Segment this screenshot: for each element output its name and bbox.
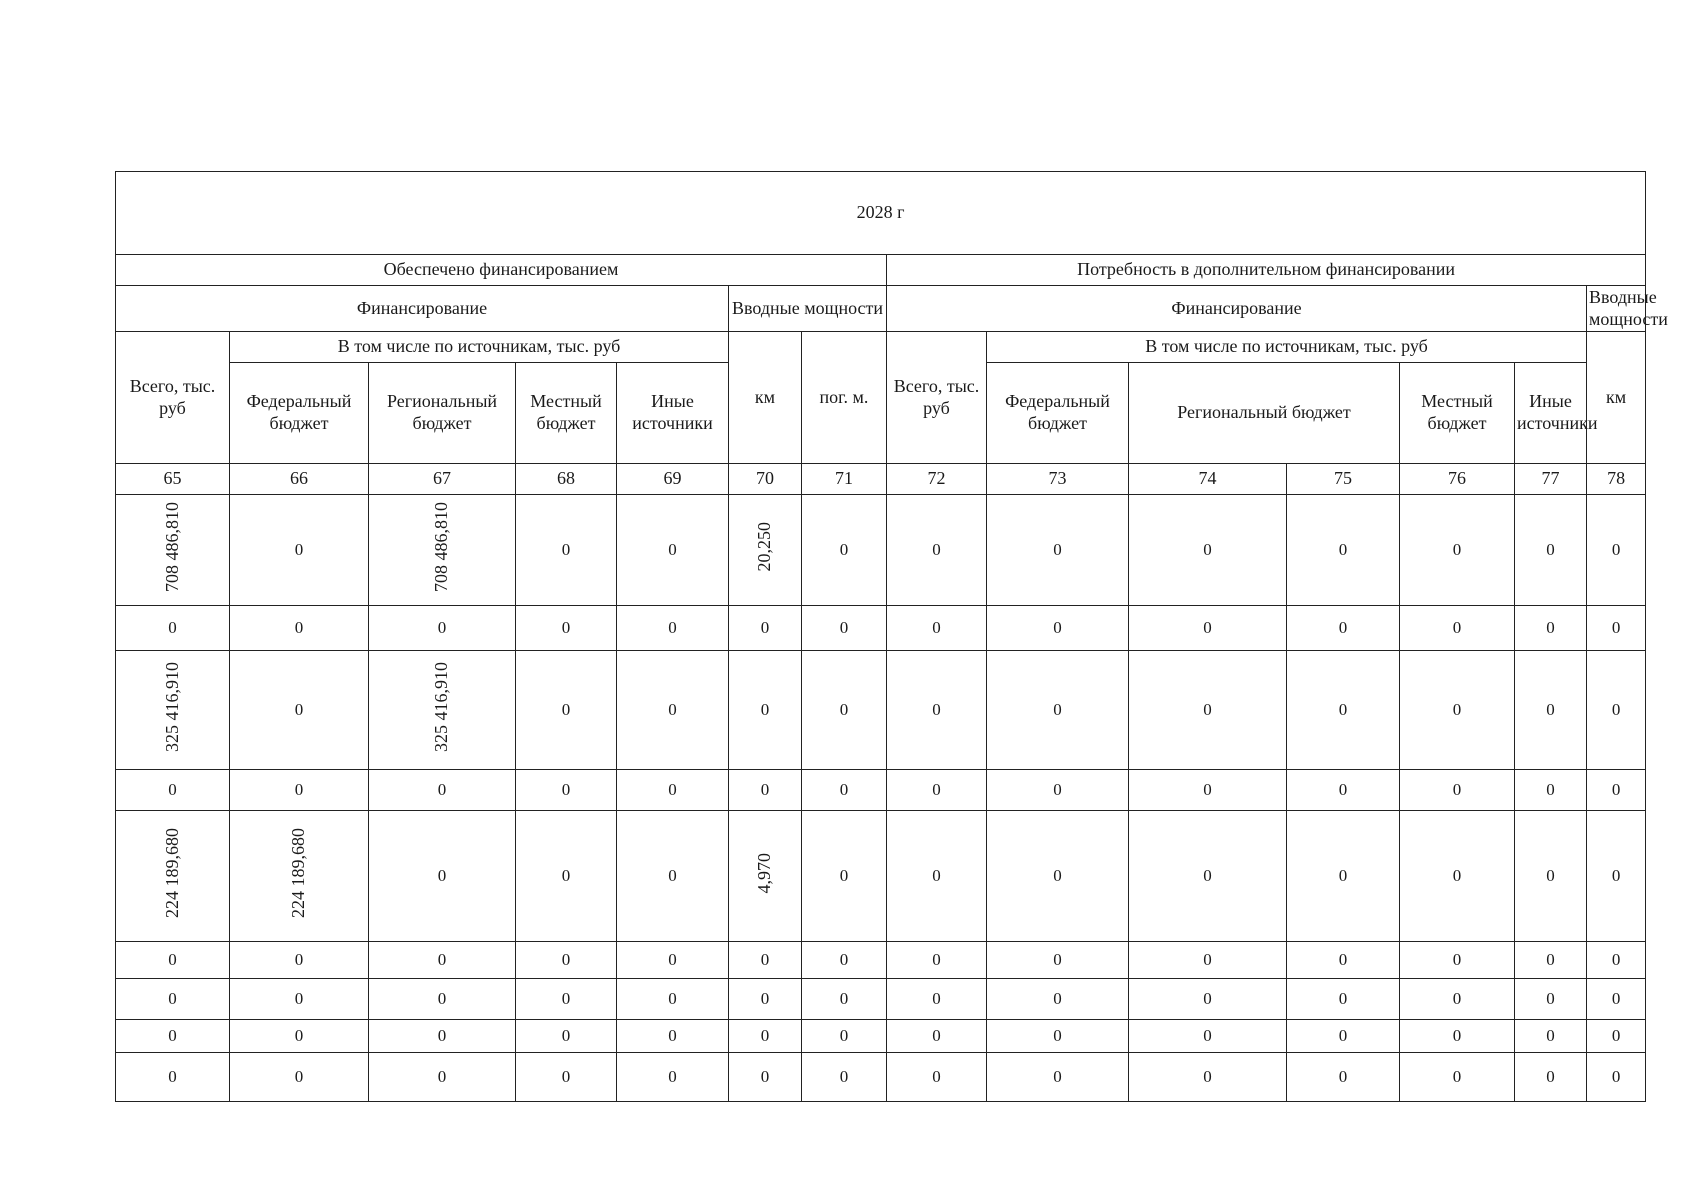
table-cell: [230, 979, 369, 1020]
table-cell: [1515, 979, 1587, 1020]
cell-value: 0: [839, 1026, 849, 1046]
cell-value: 0: [1338, 1067, 1348, 1087]
cell-value: 0: [1611, 1067, 1621, 1087]
table-cell: [516, 495, 617, 606]
cell-value: 0: [561, 540, 571, 560]
table-cell: [617, 942, 729, 979]
cell-value: 0: [1452, 540, 1462, 560]
secured-regional-header: Региональный бюджет: [369, 363, 516, 464]
table-cell: [230, 942, 369, 979]
cell-value: 0: [668, 700, 677, 720]
group-secured-header: Обеспечено финансированием: [116, 255, 887, 286]
cell-value: 0: [1611, 700, 1621, 720]
table-cell: [617, 1053, 729, 1102]
column-number-cell: 68: [516, 464, 617, 495]
cell-value: 0: [1611, 950, 1621, 970]
column-number-cell: 74: [1129, 464, 1287, 495]
cell-value: 0: [1611, 540, 1621, 560]
table-cell: [1587, 770, 1646, 811]
cell-value: 0: [437, 618, 447, 638]
cell-value: 0: [561, 950, 571, 970]
cell-value: 0: [561, 700, 571, 720]
table-cell: [516, 651, 617, 770]
table-cell: [116, 651, 230, 770]
column-number-cell: 70: [729, 464, 802, 495]
cell-value: 0: [1452, 1067, 1462, 1087]
cell-value: 0: [932, 1067, 941, 1087]
cell-value: 0: [668, 866, 677, 886]
table-cell: [987, 1053, 1129, 1102]
table-cell: [987, 1020, 1129, 1053]
cell-value: 0: [1203, 780, 1212, 800]
table-cell: [1400, 495, 1515, 606]
table-cell: [887, 495, 987, 606]
table-cell: [1515, 606, 1587, 651]
cell-value: 0: [932, 950, 941, 970]
cell-value: 0: [1338, 1026, 1348, 1046]
secured-total-header: Всего, тыс. руб: [116, 332, 230, 464]
table-row: [116, 1020, 1646, 1053]
cell-value: 0: [932, 618, 941, 638]
table-cell: [802, 770, 887, 811]
column-number-cell: 77: [1515, 464, 1587, 495]
cell-value: 0: [760, 618, 770, 638]
table-cell: [1515, 495, 1587, 606]
additional-sources-header: В том числе по источникам, тыс. руб: [987, 332, 1587, 363]
cell-value: 0: [437, 950, 447, 970]
cell-value: 0: [932, 540, 941, 560]
table-cell: [802, 606, 887, 651]
cell-value: 0: [294, 618, 304, 638]
table-cell: [116, 1020, 230, 1053]
table-row: [116, 942, 1646, 979]
table-cell: [617, 811, 729, 942]
table-cell: [1515, 942, 1587, 979]
secured-pm-header: пог. м.: [802, 332, 887, 464]
table-cell: [230, 1020, 369, 1053]
cell-value: 0: [760, 1026, 770, 1046]
secured-sources-header: В том числе по источникам, тыс. руб: [230, 332, 729, 363]
cell-value: 0: [437, 1067, 447, 1087]
secured-capacity-header: Вводные мощности: [729, 286, 887, 332]
table-cell: [729, 606, 802, 651]
table-cell: [230, 651, 369, 770]
table-cell: [802, 495, 887, 606]
cell-value: 0: [839, 1067, 849, 1087]
table-cell: [987, 495, 1129, 606]
table-cell: [116, 495, 230, 606]
table-row: [116, 770, 1646, 811]
table-cell: [369, 651, 516, 770]
table-cell: [230, 606, 369, 651]
cell-value: 0: [1203, 618, 1212, 638]
table-cell: [987, 651, 1129, 770]
table-cell: [1400, 942, 1515, 979]
table-cell: [230, 1053, 369, 1102]
table-cell: [1587, 1053, 1646, 1102]
table-cell: [1129, 1053, 1287, 1102]
table-row: [116, 979, 1646, 1020]
cell-value: 325 416,910: [431, 662, 452, 753]
cell-value: 0: [932, 989, 941, 1009]
table-cell: [987, 979, 1129, 1020]
cell-value: 0: [1611, 780, 1621, 800]
cell-value: 0: [1546, 950, 1555, 970]
group-additional-header: Потребность в дополнительном финансировании: [887, 255, 1646, 286]
secured-local-header: Местный бюджет: [516, 363, 617, 464]
table-cell: [1287, 1020, 1400, 1053]
table-cell: [802, 1053, 887, 1102]
cell-value: 4,970: [754, 852, 775, 894]
table-cell: [516, 979, 617, 1020]
cell-value: 0: [1053, 950, 1062, 970]
column-number-cell: 75: [1287, 464, 1400, 495]
cell-value: 0: [437, 1026, 447, 1046]
table-cell: [1515, 1053, 1587, 1102]
column-number-row: [116, 464, 1646, 495]
cell-value: 0: [294, 700, 304, 720]
table-cell: [887, 979, 987, 1020]
cell-value: 0: [668, 989, 677, 1009]
cell-value: 0: [561, 780, 571, 800]
table-cell: [887, 1053, 987, 1102]
cell-value: 0: [437, 866, 447, 886]
additional-capacity-header: Вводные мощности: [1587, 286, 1646, 332]
table-cell: [1587, 1020, 1646, 1053]
table-cell: [1287, 606, 1400, 651]
table-cell: [987, 811, 1129, 942]
cell-value: 0: [760, 780, 770, 800]
cell-value: 0: [294, 950, 304, 970]
cell-value: 0: [1203, 950, 1212, 970]
table-cell: [1129, 1020, 1287, 1053]
table-cell: [617, 606, 729, 651]
cell-value: 0: [294, 540, 304, 560]
table-cell: [516, 1020, 617, 1053]
column-number-cell: 72: [887, 464, 987, 495]
table-cell: [887, 651, 987, 770]
cell-value: 0: [1452, 989, 1462, 1009]
table-cell: [1287, 979, 1400, 1020]
table-cell: [369, 495, 516, 606]
table-cell: [802, 979, 887, 1020]
table-cell: [617, 770, 729, 811]
cell-value: 0: [839, 780, 849, 800]
cell-value: 0: [1053, 989, 1062, 1009]
cell-value: 0: [168, 1067, 177, 1087]
table-row: [116, 651, 1646, 770]
table-cell: [987, 770, 1129, 811]
cell-value: 0: [1452, 1026, 1462, 1046]
table-cell: [116, 770, 230, 811]
cell-value: 0: [1546, 540, 1555, 560]
cell-value: 0: [561, 618, 571, 638]
table-cell: [1587, 942, 1646, 979]
table-cell: [1287, 942, 1400, 979]
cell-value: 0: [839, 989, 849, 1009]
cell-value: 0: [1546, 780, 1555, 800]
cell-value: 0: [932, 700, 941, 720]
table-cell: [1587, 811, 1646, 942]
table-cell: [729, 651, 802, 770]
cell-value: 0: [1338, 618, 1348, 638]
cell-value: 0: [561, 1026, 571, 1046]
table-cell: [1400, 1020, 1515, 1053]
table-cell: [116, 942, 230, 979]
table-cell: [369, 942, 516, 979]
table-cell: [729, 811, 802, 942]
cell-value: 0: [1338, 950, 1348, 970]
table-cell: [729, 495, 802, 606]
cell-value: 708 486,810: [431, 502, 452, 593]
cell-value: 0: [932, 1026, 941, 1046]
cell-value: 0: [437, 780, 447, 800]
cell-value: 0: [760, 700, 770, 720]
column-number-cell: 66: [230, 464, 369, 495]
table-cell: [1129, 651, 1287, 770]
cell-value: 224 189,680: [161, 828, 182, 919]
table-cell: [729, 942, 802, 979]
table-cell: [1287, 770, 1400, 811]
cell-value: 0: [668, 540, 677, 560]
cell-value: 0: [294, 1026, 304, 1046]
table-cell: [1129, 495, 1287, 606]
table-title: 2028 г: [116, 172, 1646, 255]
cell-value: 0: [437, 989, 447, 1009]
column-number-cell: 69: [617, 464, 729, 495]
table-cell: [1515, 651, 1587, 770]
table-cell: [1587, 495, 1646, 606]
cell-value: 0: [1203, 989, 1212, 1009]
additional-other-header: Иные источники: [1515, 363, 1587, 464]
cell-value: 0: [1053, 618, 1062, 638]
cell-value: 0: [168, 1026, 177, 1046]
table-cell: [729, 979, 802, 1020]
table-cell: [802, 942, 887, 979]
cell-value: 0: [1546, 618, 1555, 638]
cell-value: 0: [1452, 950, 1462, 970]
cell-value: 0: [760, 1067, 770, 1087]
table-cell: [987, 606, 1129, 651]
cell-value: 0: [932, 780, 941, 800]
table-cell: [1587, 651, 1646, 770]
table-cell: [987, 942, 1129, 979]
table-cell: [369, 606, 516, 651]
secured-federal-header: Федеральный бюджет: [230, 363, 369, 464]
cell-value: 0: [168, 780, 177, 800]
cell-value: 0: [1546, 1067, 1555, 1087]
table-cell: [1129, 811, 1287, 942]
table-cell: [1129, 770, 1287, 811]
table-cell: [617, 495, 729, 606]
cell-value: 224 189,680: [288, 828, 309, 919]
cell-value: 0: [1053, 780, 1062, 800]
table-cell: [516, 770, 617, 811]
table-cell: [1515, 811, 1587, 942]
cell-value: 708 486,810: [161, 502, 182, 593]
table-cell: [516, 1053, 617, 1102]
table-cell: [1287, 811, 1400, 942]
cell-value: 0: [1611, 618, 1621, 638]
cell-value: 0: [1452, 700, 1462, 720]
cell-value: 0: [1053, 540, 1062, 560]
secured-other-header: Иные источники: [617, 363, 729, 464]
table-cell: [369, 770, 516, 811]
cell-value: 0: [1452, 780, 1462, 800]
cell-value: 0: [668, 950, 677, 970]
table-cell: [516, 811, 617, 942]
table-cell: [729, 1020, 802, 1053]
cell-value: 0: [294, 780, 304, 800]
cell-value: 0: [1338, 989, 1348, 1009]
cell-value: 0: [1053, 700, 1062, 720]
table-cell: [1287, 495, 1400, 606]
additional-financing-header: Финансирование: [887, 286, 1587, 332]
table-cell: [116, 1053, 230, 1102]
table-cell: [1129, 606, 1287, 651]
cell-value: 0: [1611, 866, 1621, 886]
table-cell: [1515, 1020, 1587, 1053]
table-cell: [1400, 651, 1515, 770]
cell-value: 0: [168, 989, 177, 1009]
table-cell: [116, 606, 230, 651]
cell-value: 0: [1546, 866, 1555, 886]
table-cell: [729, 770, 802, 811]
table-cell: [1287, 1053, 1400, 1102]
cell-value: 0: [760, 950, 770, 970]
cell-value: 0: [1053, 866, 1062, 886]
table-cell: [230, 770, 369, 811]
secured-km-header: км: [729, 332, 802, 464]
table-cell: [369, 1053, 516, 1102]
table-cell: [887, 606, 987, 651]
cell-value: 0: [1338, 866, 1348, 886]
additional-local-header: Местный бюджет: [1400, 363, 1515, 464]
cell-value: 0: [1546, 700, 1555, 720]
column-number-cell: 67: [369, 464, 516, 495]
table-cell: [887, 811, 987, 942]
cell-value: 0: [1053, 1067, 1062, 1087]
cell-value: 0: [1338, 700, 1348, 720]
cell-value: 0: [561, 989, 571, 1009]
table-cell: [1400, 811, 1515, 942]
table-cell: [729, 1053, 802, 1102]
cell-value: 0: [1611, 989, 1621, 1009]
column-number-cell: 78: [1587, 464, 1646, 495]
cell-value: 0: [839, 950, 849, 970]
cell-value: 0: [1203, 866, 1212, 886]
cell-value: 0: [1203, 1026, 1212, 1046]
table-cell: [617, 979, 729, 1020]
table-cell: [116, 811, 230, 942]
cell-value: 0: [1611, 1026, 1621, 1046]
additional-km-header: км: [1587, 332, 1646, 464]
cell-value: 0: [561, 866, 571, 886]
column-number-cell: 73: [987, 464, 1129, 495]
cell-value: 0: [668, 1067, 677, 1087]
cell-value: 0: [1203, 700, 1212, 720]
table-cell: [116, 979, 230, 1020]
table-cell: [1129, 942, 1287, 979]
cell-value: 0: [294, 989, 304, 1009]
cell-value: 0: [1546, 989, 1555, 1009]
table-cell: [617, 651, 729, 770]
table-row: [116, 495, 1646, 606]
table-cell: [230, 495, 369, 606]
cell-value: 325 416,910: [161, 662, 182, 753]
table-cell: [887, 1020, 987, 1053]
cell-value: 0: [1452, 618, 1462, 638]
cell-value: 0: [668, 1026, 677, 1046]
cell-value: 0: [1203, 1067, 1212, 1087]
cell-value: 0: [168, 618, 177, 638]
table-cell: [1587, 606, 1646, 651]
table-cell: [1400, 770, 1515, 811]
table-cell: [516, 606, 617, 651]
table-cell: [1400, 1053, 1515, 1102]
table-cell: [369, 979, 516, 1020]
financing-table: [115, 171, 1668, 1102]
table-cell: [1400, 979, 1515, 1020]
table-cell: [617, 1020, 729, 1053]
table-cell: [369, 1020, 516, 1053]
cell-value: 0: [668, 618, 677, 638]
cell-value: 0: [668, 780, 677, 800]
cell-value: 0: [1452, 866, 1462, 886]
table-cell: [1587, 979, 1646, 1020]
table-cell: [1129, 979, 1287, 1020]
table-cell: [1515, 770, 1587, 811]
table-cell: [887, 770, 987, 811]
secured-financing-header: Финансирование: [116, 286, 729, 332]
table-cell: [802, 651, 887, 770]
cell-value: 0: [1053, 1026, 1062, 1046]
column-number-cell: 65: [116, 464, 230, 495]
cell-value: 0: [168, 950, 177, 970]
table-cell: [369, 811, 516, 942]
additional-federal-header: Федеральный бюджет: [987, 363, 1129, 464]
cell-value: 0: [1546, 1026, 1555, 1046]
cell-value: 0: [1203, 540, 1212, 560]
cell-value: 0: [839, 700, 849, 720]
cell-value: 20,250: [754, 522, 775, 572]
column-number-cell: 71: [802, 464, 887, 495]
column-number-cell: 76: [1400, 464, 1515, 495]
cell-value: 0: [839, 540, 849, 560]
cell-value: 0: [1338, 540, 1348, 560]
table-row: [116, 606, 1646, 651]
table-cell: [802, 811, 887, 942]
additional-total-header: Всего, тыс. руб: [887, 332, 987, 464]
additional-regional-header: Региональный бюджет: [1129, 363, 1400, 464]
cell-value: 0: [839, 618, 849, 638]
cell-value: 0: [561, 1067, 571, 1087]
cell-value: 0: [932, 866, 941, 886]
cell-value: 0: [294, 1067, 304, 1087]
cell-value: 0: [839, 866, 849, 886]
cell-value: 0: [1338, 780, 1348, 800]
table-cell: [1287, 651, 1400, 770]
table-cell: [887, 942, 987, 979]
table-row: [116, 811, 1646, 942]
table-cell: [516, 942, 617, 979]
cell-value: 0: [760, 989, 770, 1009]
table-row: [116, 1053, 1646, 1102]
table-cell: [802, 1020, 887, 1053]
table-cell: [230, 811, 369, 942]
table-cell: [1400, 606, 1515, 651]
